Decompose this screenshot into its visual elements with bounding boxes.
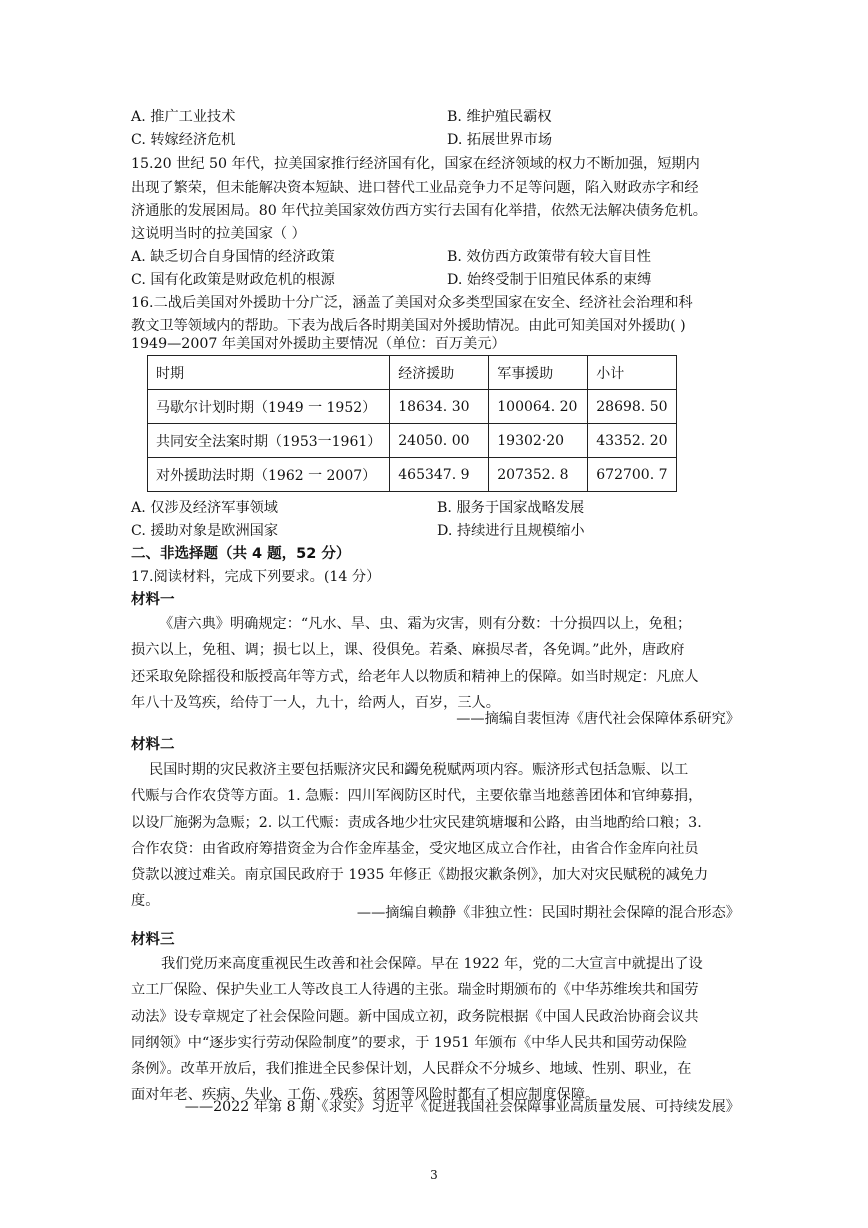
q14-option-d: D. 拓展世界市场 — [447, 132, 553, 148]
q14-option-a: A. 推广工业技术 — [131, 109, 236, 125]
table-caption: 1949—2007 年美国对外援助主要情况（单位：百万美元） — [131, 336, 506, 352]
q16-option-d: D. 持续进行且规模缩小 — [437, 523, 585, 539]
material-2-line: 代赈与合作农贷等方面。1. 急赈：四川军阀防区时代，主要依靠当地慈善团体和官绅募捐， — [131, 788, 703, 805]
table-cell: 207352. 8 — [489, 458, 588, 492]
table-cell: 28698. 50 — [588, 390, 677, 424]
material-1-line: 损六以上，免租、调；损七以上，课、役俱免。若桑、麻损尽者，各免调。”此外，唐政府 — [131, 642, 685, 659]
table-cell: 100064. 20 — [489, 390, 588, 424]
material-2-line: 合作农贷：由省政府筹措资金为合作金库基金，受灾地区成立合作社，由省合作金库向社员 — [131, 840, 699, 857]
q16-option-c: C. 援助对象是欧洲国家 — [131, 523, 279, 539]
table-row — [148, 458, 677, 492]
q15-line-3: 济通胀的发展困局。80 年代拉美国家效仿西方实行去国有化举措，依然无法解决债务危机。 — [131, 203, 707, 219]
q16-line-1: 16.二战后美国对外援助十分广泛，涵盖了美国对众多类型国家在安全、经济社会治理和科 — [131, 295, 693, 311]
table-cell: 对外援助法时期（1962 一 2007） — [148, 458, 390, 492]
material-1-line: 年八十及笃疾，给侍丁一人，九十，给两人，百岁，三人。 — [131, 694, 500, 711]
q15-line-4: 这说明当时的拉美国家（ ） — [131, 226, 306, 242]
material-2-line: 民国时期的灾民救济主要包括赈济灾民和蠲免税赋两项内容。赈济形式包括急赈、以工 — [149, 762, 689, 778]
material-3-source: ——2022 年第 8 期《求实》习近平《促进我国社会保障事业高质量发展、可持续发展》 — [184, 1099, 740, 1115]
q16-line-2: 教文卫等领域内的帮助。下表为战后各时期美国对外援助情况。由此可知美国对外援助( ) — [131, 318, 686, 334]
table-cell: 465347. 9 — [390, 458, 489, 492]
table-header-cell: 经济援助 — [390, 356, 489, 390]
q16-option-b: B. 服务于国家战略发展 — [437, 500, 585, 516]
q15-option-a: A. 缺乏切合自身国情的经济政策 — [131, 249, 335, 265]
table-header-cell: 军事援助 — [489, 356, 588, 390]
material-3-body — [131, 951, 739, 1109]
material-3-line: 面对年老、疾病、失业、工伤、残疾、贫困等风险时都有了相应制度保障。 — [131, 1087, 600, 1104]
material-1-title: 材料一 — [131, 592, 175, 608]
table-cell: 24050. 00 — [390, 424, 489, 458]
material-2-line: 以设厂施粥为急赈；2. 以工代赈：责成各地少壮灾民建筑塘堰和公路，由当地酌给口粮；3. — [131, 814, 702, 831]
table-cell: 43352. 20 — [588, 424, 677, 458]
table-header-cell: 小计 — [588, 356, 677, 390]
section-title: 二、非选择题（共 4 题，52 分） — [131, 546, 351, 562]
material-1-line: 《唐六典》明确规定：“凡水、旱、虫、霜为灾害，则有分数：十分损四以上，免租； — [159, 616, 692, 632]
material-2-line: 度。 — [131, 893, 160, 910]
q15-option-c: C. 国有化政策是财政危机的根源 — [131, 272, 335, 288]
material-1-line: 还采取免除摇役和版授高年等方式，给老年人以物质和精神上的保障。如当时规定：凡庶人 — [131, 668, 699, 685]
material-3-line: 同纲领》中“逐步实行劳动保险制度”的要求，于 1951 年颁布《中华人民共和国劳动保险 — [131, 1034, 688, 1051]
material-3-line: 动法》设专章规定了社会保险问题。新中国成立初，政务院根据《中国人民政治协商会议共 — [131, 1008, 699, 1025]
q15-option-d: D. 始终受制于旧殖民体系的束缚 — [447, 272, 652, 288]
page-number: 3 — [430, 1168, 438, 1182]
aid-table — [147, 355, 677, 492]
material-3-line: 条例》。改革开放后，我们推进全民参保计划，人民群众不分城乡、地域、性别、职业，在 — [131, 1061, 692, 1078]
table-header-row — [148, 356, 677, 390]
table-cell: 672700. 7 — [588, 458, 677, 492]
material-3-line: 立工厂保险、保护失业工人等改良工人待遇的主张。瑞金时期颁布的《中华苏维埃共和国劳 — [131, 982, 699, 999]
material-1-body — [131, 611, 739, 716]
q14-option-c: C. 转嫁经济危机 — [131, 132, 236, 148]
q15-line-2: 出现了繁荣，但未能解决资本短缺、进口替代工业品竞争力不足等问题，陷入财政赤字和经 — [131, 180, 699, 196]
material-1-source: ——摘编自裴恒涛《唐代社会保障体系研究》 — [456, 711, 740, 727]
material-2-source: ——摘编自赖静《非独立性：民国时期社会保障的混合形态》 — [356, 905, 740, 921]
q14-option-b: B. 维护殖民霸权 — [447, 109, 552, 125]
material-2-line: 贷款以渡过难关。南京国民政府于 1935 年修正《勘报灾歉条例》，加大对灾民赋税的减免力 — [131, 867, 709, 884]
table-cell: 马歇尔计划时期（1949 一 1952） — [148, 390, 390, 424]
material-3-line: 我们党历来高度重视民生改善和社会保障。早在 1922 年，党的二大宣言中就提出了设 — [161, 956, 703, 972]
q15-line-1: 15.20 世纪 50 年代，拉美国家推行经济国有化，国家在经济领域的权力不断加强，短期内 — [131, 156, 700, 172]
table-row — [148, 424, 677, 458]
material-3-title: 材料三 — [131, 932, 175, 948]
table-header-cell: 时期 — [148, 356, 390, 390]
q16-option-a: A. 仅涉及经济军事领域 — [131, 500, 278, 516]
table-row — [148, 390, 677, 424]
table-cell: 19302·20 — [489, 424, 588, 458]
table-cell: 18634. 30 — [390, 390, 489, 424]
q15-option-b: B. 效仿西方政策带有较大盲目性 — [447, 249, 651, 265]
q17-prompt: 17.阅读材料，完成下列要求。(14 分） — [131, 569, 381, 585]
material-2-title: 材料二 — [131, 737, 175, 753]
material-2-body — [131, 757, 739, 915]
table-cell: 共同安全法案时期（1953一1961） — [148, 424, 390, 458]
